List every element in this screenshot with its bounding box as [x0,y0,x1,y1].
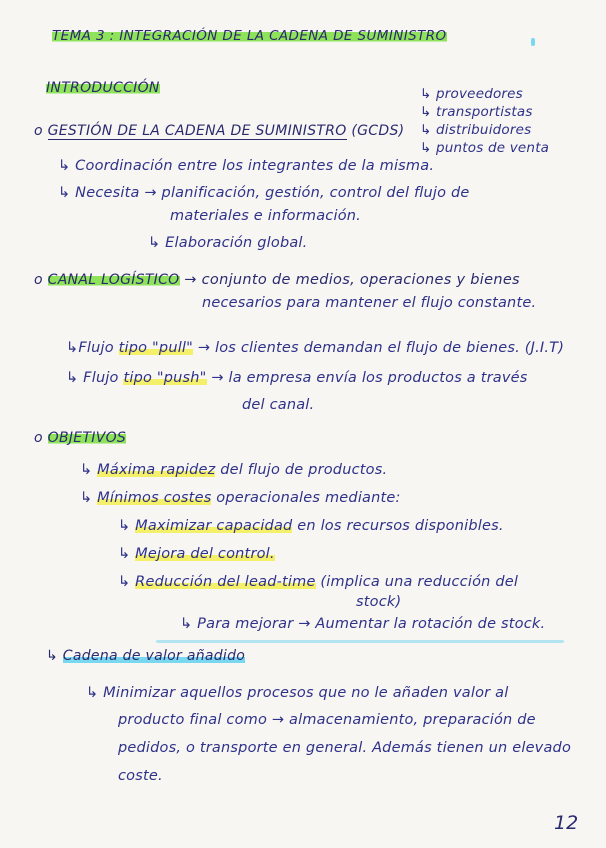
canal-def-text: necesarios para mantener el flujo constante. [202,295,537,311]
objetivo-sub-key: Maximizar capacidad [135,518,293,534]
objetivo-sub-text: Para mejorar → Aumentar la rotación de stock. [197,616,546,632]
canal-def: → conjunto de medios, operaciones y bienes [184,272,520,288]
cadena-text: Minimizar aquellos procesos que no le añaden valor al [103,685,509,701]
flow-desc: del canal. [242,397,315,413]
objetivo-key: Mínimos costes [97,490,212,506]
flow-push-cont [242,397,314,413]
flow-desc: → la empresa envía los productos a través [206,370,528,386]
page-number: 12 [554,812,579,834]
cadena-line [118,768,163,784]
flow-push: ↳ Flujo tipo "push" → la empresa envía los productos a través [66,370,528,386]
canal-heading: o CANAL LOGÍSTICO → conjunto de medios, operaciones y bienes [34,272,520,288]
gcds-line: ↳ Necesita → planificación, gestión, control del flujo de [58,185,470,201]
objetivos-heading: o OBJETIVOS [34,430,127,446]
gcds-line: ↳ Elaboración global. [148,235,308,251]
cadena-heading: ↳ Cadena de valor añadido [46,648,246,664]
actor-item: ↳ proveedores [420,86,523,102]
objetivo-sub: ↳ Para mejorar → Aumentar la rotación de stock. [180,616,546,632]
objetivo-sub-key: Mejora del control. [135,546,275,562]
canal-def-cont [202,295,536,311]
objetivo-sub-key: Reducción del lead-time [135,574,316,590]
objetivo-item: ↳ Mínimos costes operacionales mediante: [80,490,401,506]
flow-desc: → los clientes demandan el flujo de bienes. (J.I.T) [193,340,565,356]
canal-heading-text: CANAL LOGÍSTICO [47,272,180,288]
gcds-heading-text: GESTIÓN DE LA CADENA DE SUMINISTRO [47,123,347,139]
actor-label: proveedores [436,86,523,102]
gcds-line-text: Necesita → planificación, gestión, control del flujo de [75,185,470,201]
page-title-text: TEMA 3 : INTEGRACIÓN DE LA CADENA DE SUMINISTRO [52,28,447,44]
actor-label: puntos de venta [436,140,550,156]
gcds-line [170,208,361,224]
cadena-line [118,740,571,756]
flow-type: tipo "push" [123,370,207,386]
cadena-text: producto final como → almacenamiento, preparación de [118,712,536,728]
objetivo-key: Máxima rapidez [97,462,216,478]
cadena-line [118,712,536,728]
gcds-abbr: (GCDS) [351,123,405,139]
objetivo-sub-text: stock) [356,594,402,610]
gcds-line-text: Elaboración global. [165,235,308,251]
objetivo-sub: ↳ Reducción del lead-time (implica una reducción del [118,574,519,590]
objetivo-sub-cont [356,594,401,610]
flow-pull: ↳Flujo tipo "pull" → los clientes demandan el flujo de bienes. (J.I.T) [66,340,565,356]
actor-item: ↳ transportistas [420,104,533,120]
cadena-text: pedidos, o transporte en general. Además tienen un elevado [118,740,572,756]
cadena-text: coste. [118,768,163,784]
cadena-line: ↳ Minimizar aquellos procesos que no le añaden valor al [86,685,509,701]
objetivo-text: operacionales mediante: [211,490,401,506]
gcds-line-text: materiales e información. [170,208,361,224]
flow-prefix: Flujo [83,370,124,386]
cadena-heading-text: Cadena de valor añadido [62,648,246,664]
gcds-heading: o GESTIÓN DE LA CADENA DE SUMINISTRO (GCDS) [34,123,405,139]
title-end-mark [531,38,535,46]
actor-item: ↳ distribuidores [420,122,532,138]
flow-type: tipo "pull" [118,340,194,356]
objetivo-sub-text: en los recursos disponibles. [292,518,504,534]
objetivo-text: del flujo de productos. [215,462,388,478]
objetivo-item: ↳ Máxima rapidez del flujo de productos. [80,462,388,478]
actor-label: transportistas [436,104,533,120]
intro-heading-text: INTRODUCCIÓN [46,80,160,96]
flow-prefix: Flujo [78,340,119,356]
objetivo-sub: ↳ Maximizar capacidad en los recursos disponibles. [118,518,504,534]
gcds-line-text: Coordinación entre los integrantes de la misma. [75,158,435,174]
actor-item: ↳ puntos de venta [420,140,550,156]
objetivo-sub-text: (implica una reducción del [315,574,519,590]
objetivo-sub: ↳ Mejora del control. [118,546,275,562]
divider-mark [156,640,564,643]
actor-label: distribuidores [436,122,532,138]
objetivos-heading-text: OBJETIVOS [47,430,127,446]
gcds-line: ↳ Coordinación entre los integrantes de la misma. [58,158,435,174]
intro-heading [46,80,160,96]
page-title [52,28,447,44]
